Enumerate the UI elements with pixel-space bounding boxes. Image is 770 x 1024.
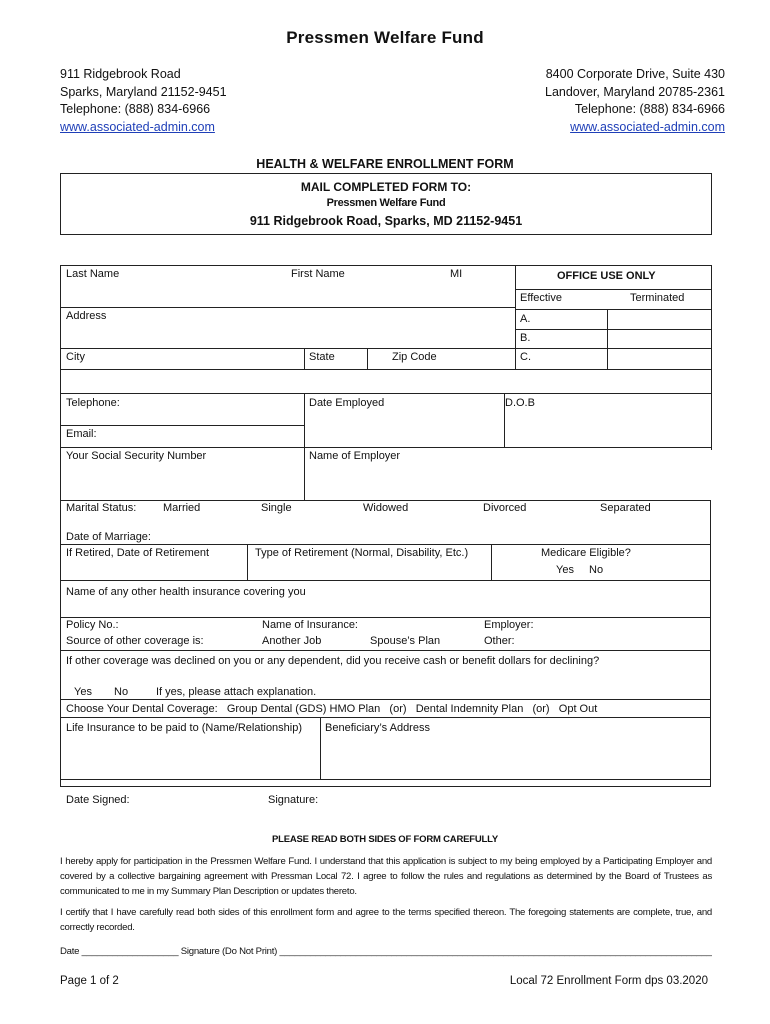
medicare-yes[interactable]: Yes	[556, 564, 574, 576]
mail-to-heading: MAIL COMPLETED FORM TO:	[300, 180, 472, 194]
state-label: State	[309, 351, 335, 363]
notice-heading: PLEASE READ BOTH SIDES OF FORM CAREFULLY	[272, 834, 498, 845]
marital-single[interactable]: Single	[261, 502, 292, 514]
marital-status-label: Marital Status:	[66, 502, 137, 514]
mail-to-box	[60, 173, 712, 235]
marital-divorced[interactable]: Divorced	[483, 502, 527, 514]
left-website-link[interactable]: www.associated-admin.com	[60, 119, 215, 134]
office-use-heading: OFFICE USE ONLY	[557, 270, 656, 282]
footer-page-number: Page 1 of 2	[60, 975, 119, 987]
office-row-c: C.	[520, 351, 531, 363]
right-address-line1: 8400 Corporate Drive, Suite 430	[545, 67, 725, 81]
coverage-another-job[interactable]: Another Job	[262, 635, 322, 647]
ssn-label: Your Social Security Number	[66, 450, 207, 462]
signature-label: Signature:	[268, 794, 319, 806]
notice-sign-line	[60, 944, 712, 959]
insurance-name-label: Name of Insurance:	[262, 619, 358, 631]
notice-date-line[interactable]: Date ___________________	[60, 946, 179, 957]
employer-name-label: Name of Employer	[309, 450, 401, 462]
marital-married[interactable]: Married	[163, 502, 201, 514]
marital-separated[interactable]: Separated	[600, 502, 651, 514]
mail-to-address: 911 Ridgebrook Road, Sparks, MD 21152-9451	[249, 214, 523, 228]
mi-label: MI	[450, 268, 463, 280]
date-signed-label: Date Signed:	[66, 794, 130, 806]
left-telephone: Telephone: (888) 834-6966	[60, 102, 211, 116]
explanation-note: If yes, please attach explanation.	[156, 686, 317, 698]
source-coverage-label: Source of other coverage is:	[66, 635, 204, 647]
address-label: Address	[66, 310, 107, 322]
beneficiary-address-label: Beneficiary’s Address	[325, 722, 430, 734]
first-name-label: First Name	[291, 268, 345, 280]
policy-no-label: Policy No.:	[66, 619, 119, 631]
coverage-spouses-plan[interactable]: Spouse’s Plan	[370, 635, 441, 647]
life-insurance-label: Life Insurance to be paid to (Name/Relationship)	[66, 722, 303, 734]
declined-question: If other coverage was declined on you or any dependent, did you receive cash or benefit dollars for declining?	[66, 655, 600, 667]
form-title: HEALTH & WELFARE ENROLLMENT FORM	[256, 157, 514, 171]
insurance-employer-label: Employer:	[484, 619, 534, 631]
notice-paragraph-2: I certify that I have carefully read both sides of this enrollment form and agree to the terms specified thereon. The foregoing statements are complete, true, and correctly recorded.	[60, 907, 712, 933]
left-address-line1: 911 Ridgebrook Road	[60, 67, 181, 81]
date-of-marriage-label: Date of Marriage:	[66, 531, 151, 543]
right-address-line2: Landover, Maryland 20785-2361	[545, 84, 725, 99]
right-address-block	[545, 66, 725, 136]
retirement-type-label: Type of Retirement (Normal, Disability, Etc.)	[255, 547, 469, 559]
office-terminated-label: Terminated	[630, 292, 685, 304]
medicare-no[interactable]: No	[589, 564, 604, 576]
retirement-date-label: If Retired, Date of Retirement	[66, 547, 210, 559]
office-row-b: B.	[520, 332, 531, 344]
telephone-label: Telephone:	[66, 397, 120, 409]
notice-signature-line[interactable]: Signature (Do Not Print) _____________________________________________________________________________________	[180, 946, 712, 957]
marital-widowed[interactable]: Widowed	[363, 502, 409, 514]
declined-yes[interactable]: Yes	[74, 686, 92, 698]
city-label: City	[66, 351, 85, 363]
dob-label: D.O.B	[505, 397, 535, 409]
date-employed-label: Date Employed	[309, 397, 385, 409]
other-insurance-label: Name of any other health insurance covering you	[66, 586, 306, 598]
email-label: Email:	[66, 428, 97, 440]
office-effective-label: Effective	[520, 292, 562, 304]
page-title: Pressmen Welfare Fund	[286, 28, 484, 47]
right-website-link[interactable]: www.associated-admin.com	[570, 119, 725, 134]
zip-label: Zip Code	[392, 351, 437, 363]
medicare-label: Medicare Eligible?	[541, 547, 631, 559]
notice-paragraph-1: I hereby apply for participation in the Pressmen Welfare Fund. I understand that this application is subject to my being employed by a Participating Employer and covered by a collective bargaining agreement with Pressman Local 72. I agree to follow the rules and regulations as determined by the Board of Trustees as communicated to me in my Summary Plan Description or updates thereto.	[60, 856, 712, 897]
right-telephone: Telephone: (888) 834-6966	[574, 102, 725, 116]
mail-to-name: Pressmen Welfare Fund	[326, 197, 446, 209]
footer-form-id: Local 72 Enrollment Form dps 03.2020	[509, 975, 708, 987]
left-address-block	[60, 66, 227, 136]
left-address-line2: Sparks, Maryland 21152-9451	[60, 84, 227, 99]
dental-coverage-choice[interactable]: Choose Your Dental Coverage: Group Dental (GDS) HMO Plan (or) Dental Indemnity Plan (or) Opt Out	[66, 703, 598, 715]
office-row-a: A.	[520, 313, 531, 325]
coverage-other[interactable]: Other:	[484, 635, 515, 647]
last-name-label: Last Name	[66, 268, 120, 280]
declined-no[interactable]: No	[114, 686, 129, 698]
